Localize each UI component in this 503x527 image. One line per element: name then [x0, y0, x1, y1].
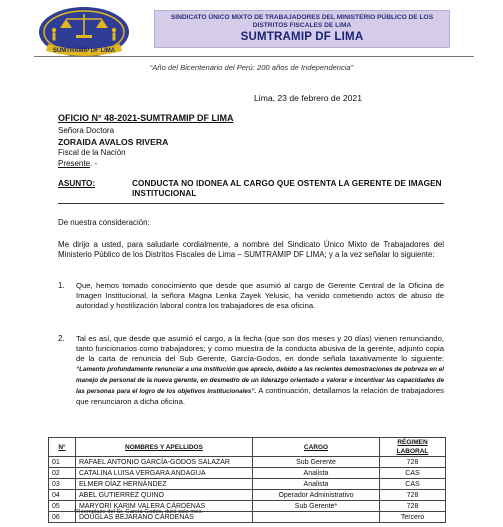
cell-name: MARYORI KARIM VALERA CÁRDENAS	[76, 501, 253, 512]
cell-role: Sub Gerente	[253, 457, 380, 468]
greeting: De nuestra consideración:	[58, 218, 150, 227]
union-banner	[154, 10, 450, 48]
cell-regime: 728	[380, 457, 446, 468]
point1-paragraph: Que, hemos tomado conocimiento que desde que asumió al cargo de Gerente Central de la Oficina de Imagen Institucional, la señora Magna Lenka Zayek Yelusic, ha venido cometiendo actos de abuso de autoridad y hostilización laboral contra los trabajadores de esa oficina.	[76, 281, 444, 310]
addressee-name: ZORAIDA AVALOS RIVERA	[58, 137, 169, 147]
letter-date: Lima, 23 de febrero de 2021	[254, 93, 362, 103]
point2-text-a: Tal es así, que desde que asumió el cargo, a la fecha (que son dos meses y 20 días) vienen renunciando, tanto funcionarios como trabajadores; y como muestra de la conducta abusiva de la gerente, adjunto copia de la carta de renuncia del Sub Gerente, García-Godos, en donde señala taxativamente lo siguiente:	[76, 334, 444, 363]
cell-num: 05	[49, 501, 76, 512]
cell-name: DOUGLAS BEJARANO CÁRDENAS	[76, 512, 253, 523]
logo-text: SUMTRAMIP DF LIMA	[52, 48, 116, 54]
header-role: CARGO	[253, 438, 380, 457]
table-footnote: *Reemplazo del Sr. García-Godos, duró solo mes.	[74, 509, 203, 515]
year-motto: “Año del Bicentenario del Perú: 200 años de Independencia”	[149, 63, 354, 72]
asunto-label: ASUNTO:	[58, 179, 96, 188]
cell-role: Operador Administrativo	[253, 490, 380, 501]
point2-number: 2.	[58, 334, 65, 343]
cell-num: 02	[49, 468, 76, 479]
cell-regime: CAS	[380, 479, 446, 490]
cell-name: RAFAEL ANTONIO GARCÍA-GODOS SALAZAR	[76, 457, 253, 468]
oficio-number: OFICIO N° 48-2021-SUMTRAMIP DF LIMA	[58, 113, 234, 123]
cell-role: Analista	[253, 479, 380, 490]
table-header-row	[49, 438, 446, 457]
cell-num: 01	[49, 457, 76, 468]
cell-role: Analista	[253, 468, 380, 479]
table-row	[49, 490, 446, 501]
presente-suffix: . -	[90, 159, 98, 168]
point2-quote: “Lamento profundamente renunciar a una institución que aprecio, debido a las recientes demostraciones de pobreza en el manejo de personal de la nueva gerente, en desmedro de un liderazgo orientado a valorar e incentivar las capacidades de las personas para el logro de los objetivos institucionales”.	[76, 366, 444, 395]
header-num: N°	[49, 438, 76, 457]
union-line2: DISTRITOS FISCALES DE LIMA	[252, 22, 352, 29]
cell-num: 06	[49, 512, 76, 523]
presente-line	[58, 159, 97, 168]
cell-regime: 728	[380, 490, 446, 501]
asunto-divider	[58, 203, 444, 204]
header-regime: RÉGIMEN LABORAL	[380, 438, 446, 457]
cell-name: ELMER DÍAZ HERNÁNDEZ	[76, 479, 253, 490]
header-name: NOMBRES Y APELLIDOS	[76, 438, 253, 457]
cell-role	[253, 512, 380, 523]
intro-paragraph: Me dirijo a usted, para saludarle cordialmente, a nombre del Sindicato Único Mixto de Trabajadores del Ministerio Público de los Distritos Fiscales de Lima – SUMTRAMIP DF LIMA; y a la vez señalar lo siguiente:	[58, 240, 444, 259]
union-logo	[38, 6, 130, 60]
cell-regime: 728	[380, 501, 446, 512]
point2-text-b: A continuación, detallamos la relación de trabajadores que renunciaron a dicha oficina.	[76, 386, 444, 406]
union-acronym: SUMTRAMIP DF LIMA	[240, 31, 364, 43]
point1-number: 1.	[58, 281, 65, 290]
presente: Presente	[58, 159, 91, 168]
table-row	[49, 468, 446, 479]
cell-role: Sub Gerente*	[253, 501, 380, 512]
cell-name: CATALINA LUISA VERGARA ANDAGUA	[76, 468, 253, 479]
union-full-name	[159, 14, 445, 30]
union-line1: SINDICATO ÚNICO MIXTO DE TRABAJADORES DEL MINISTERIO PÚBLICO DE LOS	[170, 14, 434, 21]
salutation: Señora Doctora	[58, 126, 115, 135]
table-row	[49, 457, 446, 468]
table-row	[49, 479, 446, 490]
addressee-title: Fiscal de la Nación	[58, 148, 126, 157]
point2-paragraph	[76, 334, 444, 407]
header-divider	[34, 56, 474, 57]
cell-num: 03	[49, 479, 76, 490]
cell-name: ABEL GUTIERREZ QUINO	[76, 490, 253, 501]
asunto-text: CONDUCTA NO IDONEA AL CARGO QUE OSTENTA LA GERENTE DE IMAGEN INSTITUCIONAL	[132, 179, 442, 198]
cell-num: 04	[49, 490, 76, 501]
cell-regime: CAS	[380, 468, 446, 479]
cell-regime: Tercero	[380, 512, 446, 523]
